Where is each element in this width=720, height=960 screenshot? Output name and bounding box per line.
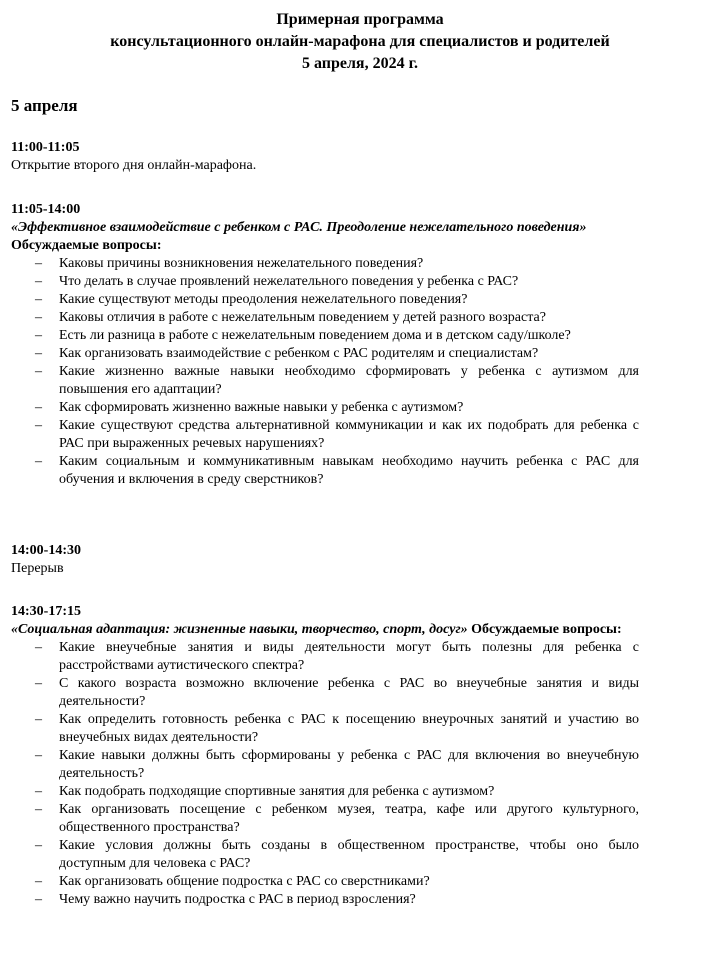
list-marker: – bbox=[35, 364, 42, 379]
list-marker: – bbox=[35, 784, 42, 799]
list-item bbox=[11, 891, 639, 909]
question-text: Как организовать посещение с ребенком музея, театра, кафе или другого культурного, общественного пространства? bbox=[59, 802, 639, 835]
question-text: Какие условия должны быть созданы в общественном пространстве, чтобы оно было доступным для человека с РАС? bbox=[59, 838, 639, 871]
list-item bbox=[11, 327, 639, 345]
list-marker: – bbox=[35, 676, 42, 691]
list-item bbox=[11, 291, 639, 309]
question-text: Как организовать общение подростка с РАС со сверстниками? bbox=[59, 874, 430, 889]
list-marker: – bbox=[35, 892, 42, 907]
questions-subheading: Обсуждаемые вопросы: bbox=[11, 238, 162, 253]
list-marker: – bbox=[35, 748, 42, 763]
session-description: Открытие второго дня онлайн-марафона. bbox=[11, 158, 257, 173]
list-item bbox=[11, 873, 639, 891]
session-time: 11:00-11:05 bbox=[11, 140, 80, 155]
question-text: Как определить готовность ребенка с РАС к посещению внеурочных занятий и участию во внеучебных видах деятельности? bbox=[59, 712, 639, 745]
session-opening bbox=[11, 139, 711, 175]
question-text: Какие навыки должны быть сформированы у ребенка с РАС для включения во внеучебную деятельность? bbox=[59, 748, 639, 781]
list-marker: – bbox=[35, 346, 42, 361]
day-heading: 5 апреля bbox=[11, 96, 78, 115]
list-marker: – bbox=[35, 274, 42, 289]
session-time: 11:05-14:00 bbox=[11, 202, 81, 217]
list-item bbox=[11, 711, 639, 747]
question-text: Как подобрать подходящие спортивные занятия для ребенка с аутизмом? bbox=[59, 784, 495, 799]
title-line-3: 5 апреля, 2024 г. bbox=[301, 55, 419, 72]
list-marker: – bbox=[35, 640, 42, 655]
list-marker: – bbox=[35, 802, 42, 817]
question-text: Каким социальным и коммуникативным навыкам необходимо научить ребенка с РАС для обучения и включения в среду сверстников? bbox=[59, 454, 639, 487]
document-title bbox=[0, 9, 720, 75]
list-item bbox=[11, 801, 639, 837]
list-marker: – bbox=[35, 256, 42, 271]
list-item bbox=[11, 639, 639, 675]
list-item bbox=[11, 273, 639, 291]
question-text: Есть ли разница в работе с нежелательным поведением дома и в детском саду/школе? bbox=[59, 328, 571, 343]
list-marker: – bbox=[35, 838, 42, 853]
session-break bbox=[11, 542, 711, 578]
list-marker: – bbox=[35, 400, 42, 415]
list-marker: – bbox=[35, 310, 42, 325]
list-marker: – bbox=[35, 418, 42, 433]
list-marker: – bbox=[35, 328, 42, 343]
list-item bbox=[11, 363, 639, 399]
list-item bbox=[11, 345, 639, 363]
list-item bbox=[11, 837, 639, 873]
title-line-2: консультационного онлайн-марафона для специалистов и родителей bbox=[110, 33, 610, 50]
list-item bbox=[11, 675, 639, 711]
list-item bbox=[11, 417, 639, 453]
session-topic: «Социальная адаптация: жизненные навыки, творчество, спорт, досуг» bbox=[11, 622, 468, 637]
session-time: 14:30-17:15 bbox=[11, 604, 81, 619]
question-text: С какого возраста возможно включение ребенка с РАС во внеучебные занятия и виды деятельности? bbox=[59, 676, 639, 709]
list-item bbox=[11, 453, 639, 489]
questions-subheading: Обсуждаемые вопросы: bbox=[471, 622, 622, 637]
list-item bbox=[11, 309, 639, 327]
question-text: Как организовать взаимодействие с ребенком с РАС родителям и специалистам? bbox=[59, 346, 539, 361]
list-marker: – bbox=[35, 292, 42, 307]
session-description: Перерыв bbox=[11, 561, 64, 576]
question-text: Какие существуют методы преодоления нежелательного поведения? bbox=[59, 292, 468, 307]
question-text: Каковы причины возникновения нежелательного поведения? bbox=[59, 256, 424, 271]
session-behavior bbox=[11, 201, 711, 489]
list-marker: – bbox=[35, 874, 42, 889]
question-text: Какие внеучебные занятия и виды деятельности могут быть полезны для ребенка с расстройствами аутистического спектра? bbox=[59, 640, 639, 673]
question-text: Какие существуют средства альтернативной коммуникации и как их подобрать для ребенка с РАС при выраженных речевых нарушениях? bbox=[59, 418, 639, 451]
session-time: 14:00-14:30 bbox=[11, 543, 81, 558]
questions-list bbox=[11, 255, 711, 489]
list-marker: – bbox=[35, 712, 42, 727]
list-item bbox=[11, 747, 639, 783]
session-topic: «Эффективное взаимодействие с ребенком с РАС. Преодоление нежелательного поведения» bbox=[11, 220, 587, 235]
question-text: Какие жизненно важные навыки необходимо сформировать у ребенка с аутизмом для повышения его адаптации? bbox=[59, 364, 639, 397]
question-text: Как сформировать жизненно важные навыки у ребенка с аутизмом? bbox=[59, 400, 464, 415]
questions-list bbox=[11, 639, 711, 909]
question-text: Чему важно научить подростка с РАС в период взросления? bbox=[59, 892, 416, 907]
title-line-1: Примерная программа bbox=[276, 11, 444, 28]
list-item bbox=[11, 783, 639, 801]
list-marker: – bbox=[35, 454, 42, 469]
question-text: Что делать в случае проявлений нежелательного поведения у ребенка с РАС? bbox=[59, 274, 519, 289]
session-topic-line bbox=[11, 621, 711, 639]
list-item bbox=[11, 255, 639, 273]
session-social-adaptation bbox=[11, 603, 711, 909]
question-text: Каковы отличия в работе с нежелательным поведением у детей разного возраста? bbox=[59, 310, 546, 325]
list-item bbox=[11, 399, 639, 417]
